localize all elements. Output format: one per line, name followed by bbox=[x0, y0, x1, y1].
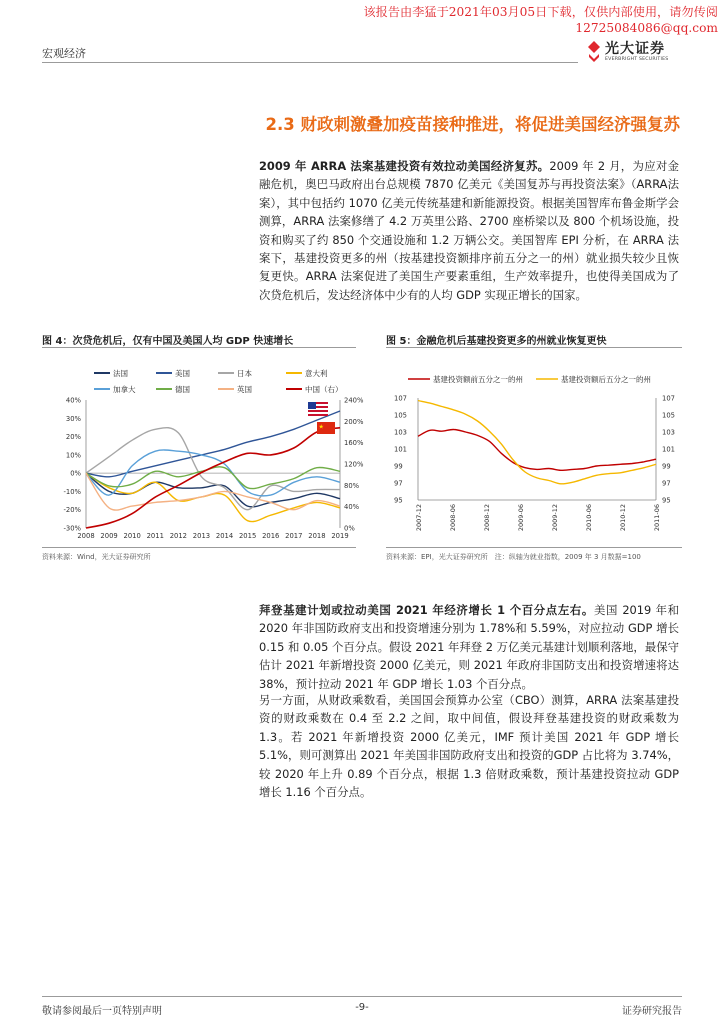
left-tick-label: -30% bbox=[63, 524, 81, 533]
figure5-title: 图 5：金融危机后基建投资更多的州就业恢复更快 bbox=[386, 336, 607, 347]
right-tick-label: 107 bbox=[662, 394, 675, 403]
series-line bbox=[86, 473, 340, 521]
legend-label: 日本 bbox=[237, 369, 252, 378]
paragraph-fiscal-multiplier: 另一方面，从财政乘数看，美国国会预算办公室（CBO）测算，ARRA 法案基建投资的财政乘数在 0.4 至 2.2 之间，取中间值，假设拜登基建投资的财政乘数为 1.3。若 2021 年新增投资 2000 亿美元，IMF 预计美国 2021 年 GDP 增长 5.1%，则可测算出 2021 年美国非国防政府支出和投资的GDP 占比将为 3.74%，较 2020 年上升 0.89 个百分点，根据 1.3 倍财政乘数，预计基建投资拉动 GDP 增长 1.16 个百分点。 bbox=[259, 693, 679, 800]
figure4-source: 资料来源：Wind，光大证券研究所 bbox=[42, 553, 151, 561]
legend-label: 加拿大 bbox=[113, 385, 136, 394]
logo-mark-icon bbox=[586, 40, 602, 64]
company-logo bbox=[586, 38, 682, 68]
x-tick-label: 2008 bbox=[77, 532, 95, 540]
paragraph-arra-body: 2009 年 2 月，为应对金融危机，奥巴马政府出台总规模 7870 亿美元《美国复苏与再投资法案》（ARRA法案），其中包括约 1070 亿美元传统基建和新能源投资。根据美国智库布鲁金斯学会测算，ARRA 法案修缮了 4.2 万英里公路、2700 座桥梁以及 800 个机场设施，投资和购买了约 850 个交通设施和 1.2 万辆公交。美国智库 EPI 分析，在 ARRA 法案下，基建投资更多的州（按基建投资额排序前五分之一的州）就业损失较少且恢复更快。ARRA 法案促进了美国生产要素重组，生产效率提升，也使得美国成为了次贷危机后，发达经济体中少有的人均 GDP 实现正增长的国家。 bbox=[259, 159, 679, 302]
right-tick-label: 40% bbox=[344, 503, 360, 512]
right-tick-label: 97 bbox=[662, 479, 671, 488]
figure5-bottom-rule bbox=[386, 547, 682, 548]
paragraph-biden-plan bbox=[259, 601, 679, 693]
x-tick-label: 2010-12 bbox=[619, 504, 627, 532]
right-tick-label: 101 bbox=[662, 445, 675, 454]
left-tick-label: 95 bbox=[394, 496, 403, 505]
right-tick-label: 120% bbox=[344, 460, 364, 469]
us-flag-icon bbox=[308, 402, 328, 416]
legend-label: 中国（右） bbox=[305, 385, 343, 394]
right-tick-label: 0% bbox=[344, 524, 355, 533]
paragraph-biden-plan-lead: 拜登基建计划或拉动美国 2021 年经济增长 1 个百分点左右。 bbox=[259, 603, 594, 617]
x-tick-label: 2009-12 bbox=[551, 504, 559, 532]
x-tick-label: 2015 bbox=[238, 532, 257, 540]
figure4-title: 图 4：次贷危机后，仅有中国及美国人均 GDP 快速增长 bbox=[42, 336, 294, 347]
left-tick-label: 99 bbox=[394, 462, 403, 471]
svg-text:★: ★ bbox=[318, 423, 324, 431]
download-watermark bbox=[278, 4, 718, 36]
right-tick-label: 95 bbox=[662, 496, 671, 505]
watermark-line-1: 该报告由李猛于2021年03月05日下载，仅供内部使用，请勿传阅 bbox=[363, 5, 718, 19]
x-tick-label: 2013 bbox=[192, 532, 211, 540]
footer-divider bbox=[42, 996, 682, 997]
figure5-chart bbox=[386, 352, 682, 546]
left-tick-label: 10% bbox=[65, 451, 81, 460]
paragraph-arra-lead: 2009 年 ARRA 法案基建投资有效拉动美国经济复苏。 bbox=[259, 159, 550, 173]
left-tick-label: 40% bbox=[65, 396, 81, 405]
series-line bbox=[418, 401, 656, 484]
left-tick-label: -20% bbox=[63, 506, 81, 515]
x-tick-label: 2011 bbox=[146, 532, 164, 540]
x-tick-label: 2014 bbox=[215, 532, 234, 540]
x-tick-label: 2019 bbox=[331, 532, 349, 540]
page-number: -9- bbox=[355, 1002, 369, 1013]
paragraph-arra bbox=[259, 157, 679, 304]
section-tag: 宏观经济 bbox=[42, 47, 86, 60]
section-title: 2.3 财政刺激叠加疫苗接种推进，将促进美国经济强复苏 bbox=[265, 115, 680, 134]
left-tick-label: 30% bbox=[65, 414, 81, 423]
paragraph-biden-plan-body: 美国 2019 年和 2020 年非国防政府支出和投资增速分别为 1.78%和 5.59%，对应拉动 GDP 增长 0.15 和 0.05 个百分点。假设 2021 年拜登 2 万亿美元基建计划顺利落地，最保守估计 2021 年新增投资 2000 亿美元，则 2021 年政府非国防支出和投资增速将达 38%，预计拉动 2021 年 GDP 增长 1.03 个百分点。 bbox=[259, 603, 679, 691]
logo-title: 光大证券 bbox=[605, 41, 665, 57]
x-tick-label: 2011-06 bbox=[653, 504, 661, 532]
left-tick-label: -10% bbox=[63, 487, 81, 496]
legend-label: 基建投资额前五分之一的州 bbox=[433, 375, 523, 384]
left-tick-label: 0% bbox=[70, 469, 81, 478]
china-flag-icon bbox=[317, 422, 335, 434]
right-tick-label: 240% bbox=[344, 396, 364, 405]
figure4-chart bbox=[42, 352, 364, 546]
right-tick-label: 200% bbox=[344, 417, 364, 426]
left-tick-label: 105 bbox=[394, 411, 407, 420]
x-tick-label: 2008-06 bbox=[449, 504, 457, 532]
right-tick-label: 160% bbox=[344, 439, 364, 448]
legend-label: 英国 bbox=[237, 385, 252, 394]
left-tick-label: 107 bbox=[394, 394, 407, 403]
x-tick-label: 2010 bbox=[123, 532, 141, 540]
x-tick-label: 2009-06 bbox=[517, 504, 525, 532]
right-tick-label: 105 bbox=[662, 411, 675, 420]
legend-label: 意大利 bbox=[305, 369, 328, 378]
figure4-title-rule bbox=[42, 347, 356, 348]
left-tick-label: 103 bbox=[394, 428, 407, 437]
legend-label: 法国 bbox=[113, 369, 128, 378]
legend-label: 美国 bbox=[175, 369, 190, 378]
footer-disclaimer: 敬请参阅最后一页特别声明 bbox=[42, 1006, 162, 1017]
x-tick-label: 2018 bbox=[308, 532, 326, 540]
logo-subtitle: EVERBRIGHT SECURITIES bbox=[605, 57, 669, 62]
right-tick-label: 99 bbox=[662, 462, 671, 471]
figure5-title-rule bbox=[386, 347, 682, 348]
x-tick-label: 2010-06 bbox=[585, 504, 593, 532]
x-tick-label: 2012 bbox=[169, 532, 188, 540]
x-tick-label: 2007-12 bbox=[415, 504, 423, 532]
left-tick-label: 20% bbox=[65, 433, 81, 442]
figure4-bottom-rule bbox=[42, 547, 356, 548]
x-tick-label: 2008-12 bbox=[483, 504, 491, 532]
header-divider bbox=[42, 62, 578, 63]
footer-report-type: 证券研究报告 bbox=[622, 1006, 682, 1017]
x-tick-label: 2009 bbox=[100, 532, 118, 540]
left-tick-label: 97 bbox=[394, 479, 403, 488]
x-tick-label: 2016 bbox=[262, 532, 280, 540]
right-tick-label: 80% bbox=[344, 481, 360, 490]
right-tick-label: 103 bbox=[662, 428, 675, 437]
x-tick-label: 2017 bbox=[285, 532, 303, 540]
watermark-line-2: 12725084086@qq.com bbox=[575, 21, 718, 35]
series-line bbox=[418, 429, 656, 470]
figure5-source: 资料来源：EPI，光大证券研究所 注：纵轴为就业指数，2009 年 3 月数据=100 bbox=[386, 553, 641, 561]
legend-label: 德国 bbox=[175, 385, 190, 394]
left-tick-label: 101 bbox=[394, 445, 407, 454]
legend-label: 基建投资额后五分之一的州 bbox=[561, 375, 651, 384]
